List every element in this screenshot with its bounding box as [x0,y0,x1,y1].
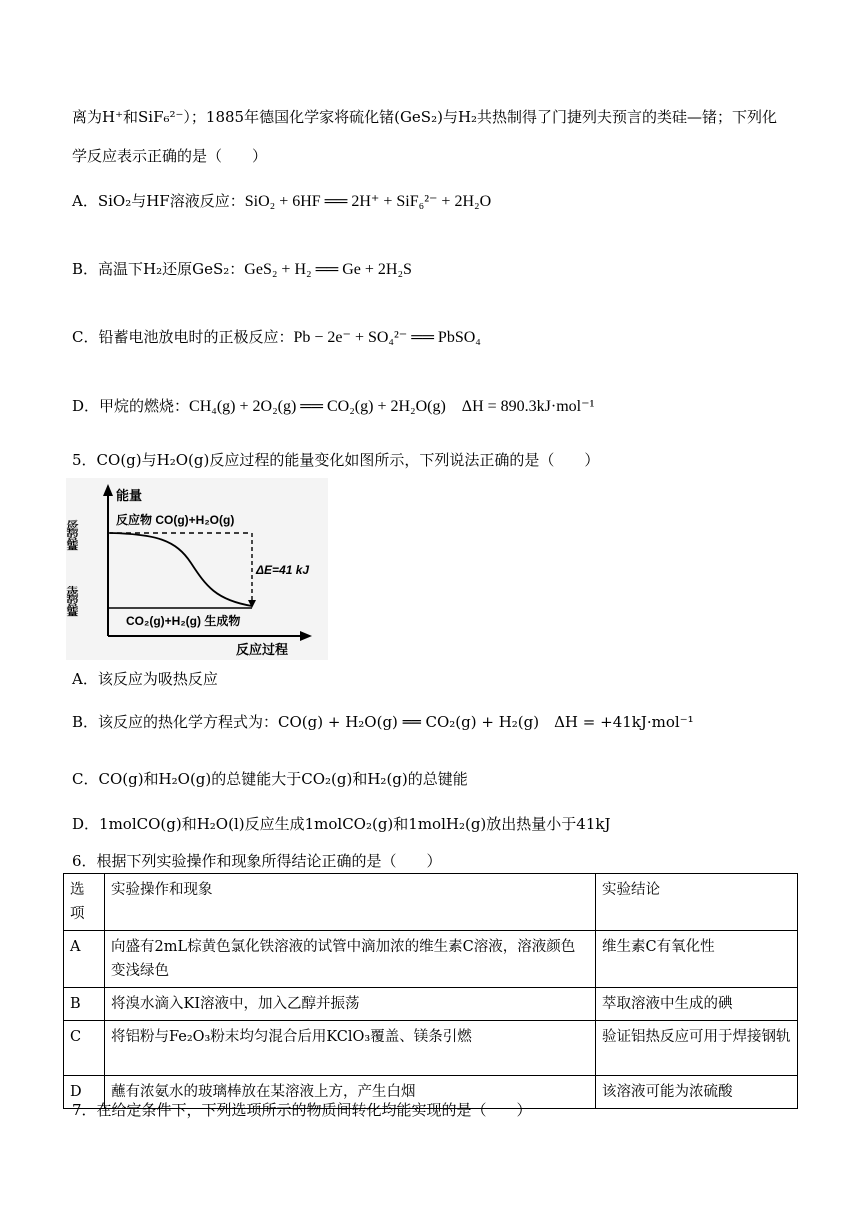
header-operation: 实验操作和现象 [105,874,596,931]
row-conclusion: 维生素C有氧化性 [596,931,798,988]
delta-e-label: ΔE=41 kJ [256,563,310,577]
q4-option-b [72,258,412,279]
experiment-table [63,873,798,1109]
row-operation: 将铝粉与Fe₂O₃粉末均匀混合后用KClO₃覆盖、镁条引燃 [105,1021,596,1076]
row-option: C [64,1021,105,1076]
intro-line-2: 学反应表示正确的是（ ） [72,147,268,165]
header-option: 选项 [64,874,105,931]
q7-stem: 7．在给定条件下，下列选项所示的物质间转化均能实现的是（ ） [72,1101,532,1119]
q5-stem: 5．CO(g)与H₂O(g)反应过程的能量变化如图所示，下列说法正确的是（ ） [72,451,600,469]
reactant-energy-label [66,519,79,550]
product-line-label: CO₂(g)+H₂(g) 生成物 [126,614,241,628]
row-operation: 将溴水滴入KI溶液中，加入乙醇并振荡 [105,988,596,1021]
row-conclusion: 该溶液可能为浓硫酸 [596,1076,798,1109]
table-row [64,931,798,988]
q5-option-d: D．1molCO(g)和H₂O(l)反应生成1molCO₂(g)和1molH₂(g)放出热量小于41kJ [72,815,611,833]
equation: Pb − 2e⁻ + SO₄²⁻ ══ PbSO₄ [293,329,481,346]
table-row [64,988,798,1021]
row-option: D [64,1076,105,1109]
reactant-line-label: 反应物 CO(g)+H₂O(g) [116,513,235,527]
row-option: B [64,988,105,1021]
row-conclusion: 验证铝热反应可用于焊接钢轨 [596,1021,798,1076]
table-header-row [64,874,798,931]
q4-option-c [72,326,481,347]
option-label: A．SiO₂与HF溶液反应： [72,192,245,210]
q6-stem: 6．根据下列实验操作和现象所得结论正确的是（ ） [72,852,442,870]
equation: SiO₂ + 6HF ══ 2H⁺ + SiF₆²⁻ + 2H₂O [244,193,492,210]
option-label: B．高温下H₂还原GeS₂： [72,260,245,278]
x-axis-label: 反应过程 [236,642,289,657]
q5-option-c: C．CO(g)和H₂O(g)的总键能大于CO₂(g)和H₂(g)的总键能 [72,770,468,788]
intro-line-1: 离为H⁺和SiF₆²⁻）；1885年德国化学家将硫化锗(GeS₂)与H₂共热制得了门捷列夫预言的类硅—锗；下列化 [72,108,778,126]
option-label: D．甲烷的燃烧： [72,397,190,415]
equation: GeS₂ + H₂ ══ Ge + 2H₂S [244,261,412,278]
header-conclusion: 实验结论 [596,874,798,931]
row-operation: 向盛有2mL棕黄色氯化铁溶液的试管中滴加浓的维生素C溶液，溶液颜色变浅绿色 [105,931,596,988]
q4-option-a [72,190,491,211]
energy-diagram [66,478,328,664]
product-energy-label [66,585,79,616]
y-axis-label: 能量 [116,488,143,503]
table-row [64,1021,798,1076]
row-conclusion: 萃取溶液中生成的碘 [596,988,798,1021]
option-label: C．铅蓄电池放电时的正极反应： [72,328,294,346]
row-option: A [64,931,105,988]
q5-option-a: A．该反应为吸热反应 [72,670,218,688]
row-operation: 蘸有浓氨水的玻璃棒放在某溶液上方，产生白烟 [105,1076,596,1109]
equation: CH₄(g) + 2O₂(g) ══ CO₂(g) + 2H₂O(g) ΔH = 890.3kJ·mol⁻¹ [189,398,595,415]
q4-option-d [72,393,594,416]
q5-option-b: B．该反应的热化学方程式为：CO(g) + H₂O(g) ══ CO₂(g) + H₂(g) ΔH = +41kJ·mol⁻¹ [72,713,694,731]
